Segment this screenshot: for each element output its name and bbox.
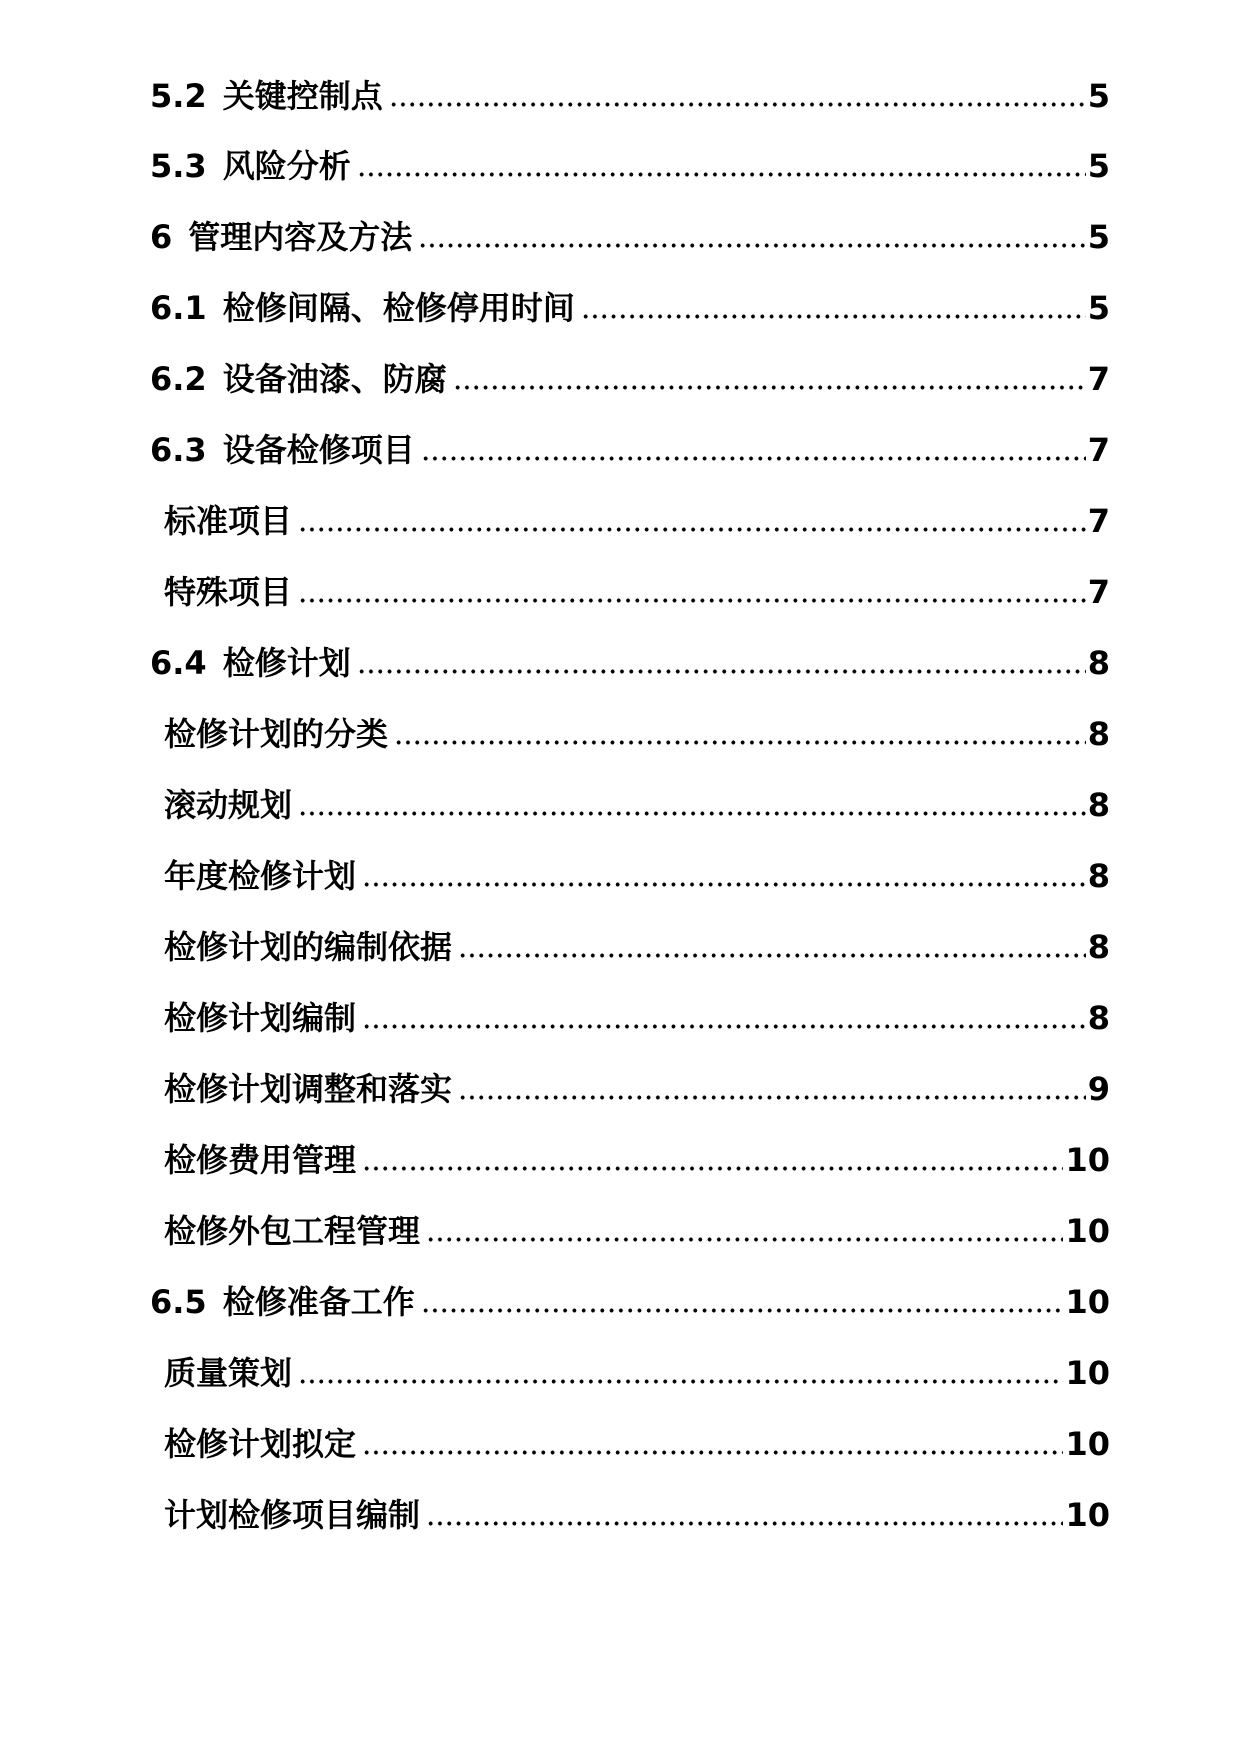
dot-leader	[458, 1095, 1086, 1100]
dot-leader	[298, 527, 1086, 532]
toc-entry-6-3[interactable]	[150, 420, 1110, 470]
toc-entry-standard-items[interactable]	[164, 491, 1110, 541]
toc-entry-6-2[interactable]	[150, 349, 1110, 399]
toc-entry-page: 8	[1087, 928, 1110, 966]
toc-entry-page: 7	[1087, 431, 1110, 469]
toc-entry-page: 8	[1087, 786, 1110, 824]
toc-entry-plan-classification[interactable]	[164, 704, 1110, 754]
toc-entry-plan-basis[interactable]	[164, 917, 1110, 967]
toc-entry-page: 5	[1087, 147, 1110, 185]
dot-leader	[357, 172, 1086, 177]
toc-entry-special-items[interactable]	[164, 562, 1110, 612]
toc-entry-6[interactable]	[150, 207, 1110, 257]
toc-entry-title: 特殊项目	[164, 573, 293, 611]
toc-entry-number: 6.2	[150, 360, 207, 398]
dot-leader	[453, 385, 1086, 390]
dot-leader	[426, 1521, 1063, 1526]
dot-leader	[421, 456, 1086, 461]
toc-entry-page: 9	[1087, 1070, 1110, 1108]
toc-entry-title: 检修计划的分类	[164, 715, 389, 753]
dot-leader	[298, 811, 1086, 816]
toc-entry-title: 关键控制点	[222, 77, 383, 115]
toc-entry-page: 5	[1087, 289, 1110, 327]
toc-entry-plan-drafting[interactable]	[164, 1414, 1110, 1464]
toc-entry-number: 5.3	[150, 147, 207, 185]
toc-entry-cost-management[interactable]	[164, 1130, 1110, 1180]
toc-entry-page: 5	[1087, 77, 1110, 115]
dot-leader	[426, 1237, 1063, 1242]
toc-entry-page: 10	[1065, 1141, 1110, 1179]
toc-entry-page: 8	[1087, 715, 1110, 753]
toc-entry-title: 检修外包工程管理	[164, 1212, 421, 1250]
toc-entry-number: 6.1	[150, 289, 207, 327]
toc-entry-outsourcing-management[interactable]	[164, 1201, 1110, 1251]
toc-entry-page: 10	[1065, 1283, 1110, 1321]
toc-entry-page: 8	[1087, 644, 1110, 682]
toc-entry-item-compilation[interactable]	[164, 1485, 1110, 1535]
toc-entry-title: 设备油漆、防腐	[222, 360, 447, 398]
dot-leader	[357, 669, 1086, 674]
toc-entry-5-2[interactable]	[150, 66, 1110, 116]
toc-entry-6-5[interactable]	[150, 1272, 1110, 1322]
toc-entry-title: 年度检修计划	[164, 857, 357, 895]
toc-entry-page: 10	[1065, 1212, 1110, 1250]
dot-leader	[362, 882, 1086, 887]
dot-leader	[298, 598, 1086, 603]
toc-entry-title: 设备检修项目	[222, 431, 415, 469]
toc-entry-page: 10	[1065, 1425, 1110, 1463]
toc-entry-page: 8	[1087, 857, 1110, 895]
toc-entry-title: 标准项目	[164, 502, 293, 540]
toc-entry-title: 质量策划	[164, 1354, 293, 1392]
dot-leader	[581, 314, 1086, 319]
toc-entry-5-3[interactable]	[150, 136, 1110, 186]
toc-entry-6-4[interactable]	[150, 633, 1110, 683]
toc-entry-title: 风险分析	[222, 147, 351, 185]
toc-entry-quality-planning[interactable]	[164, 1343, 1110, 1393]
toc-entry-number: 6.3	[150, 431, 207, 469]
toc-entry-title: 检修计划	[222, 644, 351, 682]
toc-entry-title: 计划检修项目编制	[164, 1496, 421, 1534]
toc-entry-title: 检修计划编制	[164, 999, 357, 1037]
toc-entry-title: 管理内容及方法	[188, 218, 413, 256]
dot-leader	[394, 740, 1086, 745]
toc-entry-title: 检修费用管理	[164, 1141, 357, 1179]
toc-entry-title: 检修计划的编制依据	[164, 928, 453, 966]
toc-entry-page: 5	[1087, 218, 1110, 256]
toc-entry-number: 6.5	[150, 1283, 207, 1321]
toc-entry-plan-adjustment[interactable]	[164, 1059, 1110, 1109]
toc-entry-title: 检修计划调整和落实	[164, 1070, 453, 1108]
toc-entry-page: 7	[1087, 573, 1110, 611]
toc-entry-page: 10	[1065, 1354, 1110, 1392]
toc-entry-page: 10	[1065, 1496, 1110, 1534]
dot-leader	[418, 243, 1085, 248]
toc-entry-6-1[interactable]	[150, 278, 1110, 328]
toc-entry-title: 滚动规划	[164, 786, 293, 824]
toc-entry-page: 7	[1087, 360, 1110, 398]
dot-leader	[362, 1166, 1063, 1171]
toc-entry-rolling-plan[interactable]	[164, 775, 1110, 825]
toc-entry-number: 5.2	[150, 77, 207, 115]
toc-entry-page: 8	[1087, 999, 1110, 1037]
toc-entry-number: 6.4	[150, 644, 207, 682]
toc-entry-page: 7	[1087, 502, 1110, 540]
dot-leader	[458, 953, 1086, 958]
dot-leader	[421, 1308, 1064, 1313]
toc-entry-annual-plan[interactable]	[164, 846, 1110, 896]
toc-entry-number: 6	[150, 218, 173, 256]
toc-entry-plan-compilation[interactable]	[164, 988, 1110, 1038]
toc-entry-title: 检修间隔、检修停用时间	[222, 289, 575, 327]
dot-leader	[362, 1450, 1063, 1455]
toc-entry-title: 检修计划拟定	[164, 1425, 357, 1463]
dot-leader	[389, 102, 1086, 107]
dot-leader	[362, 1024, 1086, 1029]
toc-entry-title: 检修准备工作	[222, 1283, 415, 1321]
dot-leader	[298, 1379, 1063, 1384]
